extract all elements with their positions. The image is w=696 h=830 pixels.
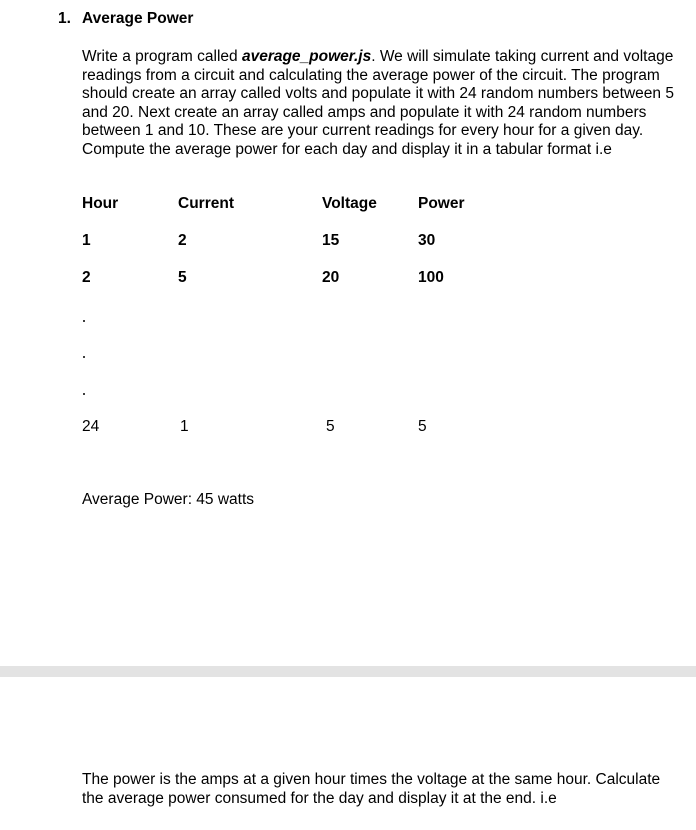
intro-paragraph bbox=[82, 48, 682, 159]
row-2-current: 5 bbox=[178, 269, 187, 286]
program-filename: average_power.js bbox=[241, 48, 372, 65]
intro-text-before: Write a program called bbox=[82, 48, 242, 65]
row-2-voltage: 20 bbox=[322, 269, 340, 286]
ellipsis-dot bbox=[83, 320, 85, 322]
row-1-current: 2 bbox=[178, 232, 187, 249]
row-2-hour: 2 bbox=[82, 269, 91, 286]
row-1-power: 30 bbox=[418, 232, 436, 249]
header-current: Current bbox=[178, 195, 234, 212]
section-number: 1. bbox=[58, 10, 71, 27]
header-power: Power bbox=[418, 195, 465, 212]
section-title: Average Power bbox=[82, 10, 194, 27]
header-voltage: Voltage bbox=[322, 195, 377, 212]
footer-paragraph: The power is the amps at a given hour times the voltage at the same hour. Calculate the average power consumed for the day and display it at the end. i.e bbox=[82, 771, 661, 807]
row-24-hour: 24 bbox=[82, 418, 100, 435]
row-2-power: 100 bbox=[418, 269, 444, 286]
average-power-line: Average Power: 45 watts bbox=[82, 491, 255, 508]
section-heading bbox=[58, 10, 193, 28]
row-24-current: 1 bbox=[180, 418, 189, 435]
row-24-voltage: 5 bbox=[326, 418, 335, 435]
row-1-voltage: 15 bbox=[322, 232, 340, 249]
intro-text-after: . We will simulate taking current and voltage readings from a circuit and calculating the average power of the circuit. The program should create an array called volts and populate it with 24 random numbers between 5 and 20. Next create an array called amps and populate it with 24 random numbers between 1 and 10. These are your current readings for every hour for a given day. Compute the average power for each day and display it in a tabular format i.e bbox=[82, 48, 674, 158]
header-hour: Hour bbox=[82, 195, 119, 212]
row-1-hour: 1 bbox=[82, 232, 91, 249]
page-divider bbox=[0, 666, 696, 677]
ellipsis-dot bbox=[83, 393, 85, 395]
ellipsis-dot bbox=[83, 356, 85, 358]
row-24-power: 5 bbox=[418, 418, 427, 435]
